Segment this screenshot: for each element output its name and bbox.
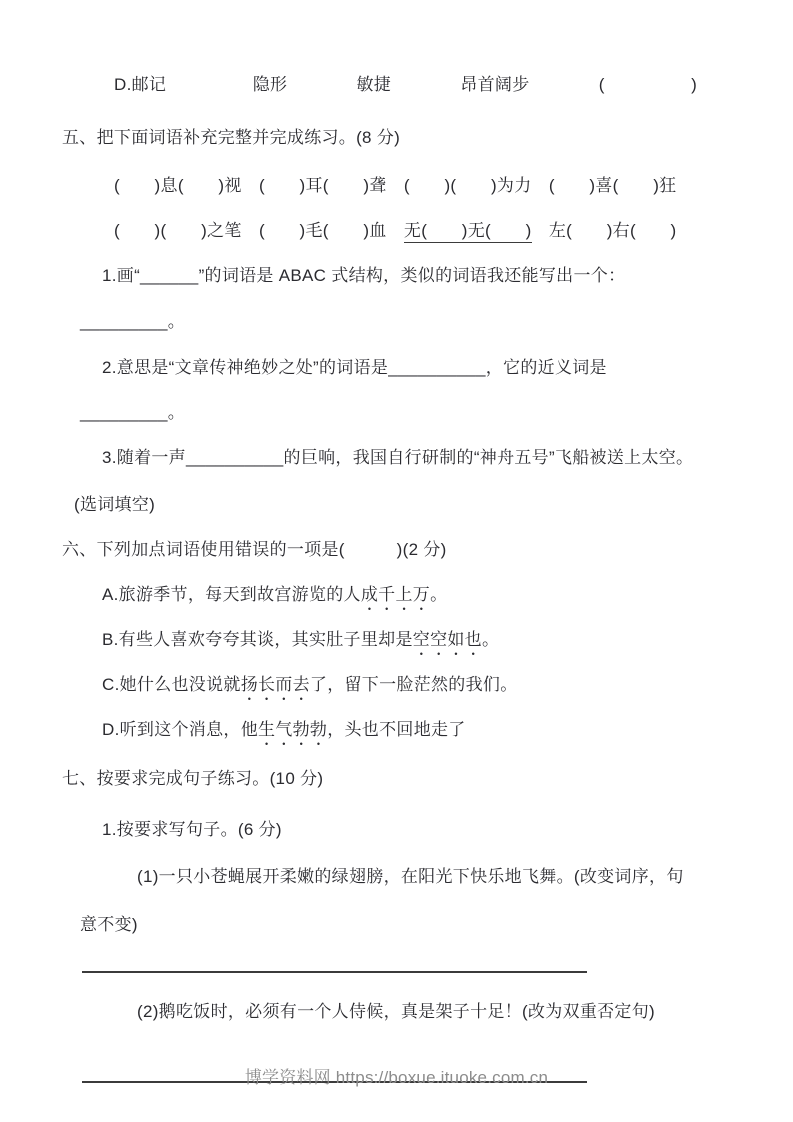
q7-1-1-line2 <box>80 902 753 947</box>
emphasized-word: 生气勃勃 <box>258 720 328 739</box>
section-5-header <box>62 115 753 160</box>
underlined-blank: 无( )无( ) <box>404 221 532 243</box>
footer-watermark <box>0 1067 793 1089</box>
idiom-row-1 <box>114 163 753 208</box>
q5-2 <box>102 345 753 390</box>
text-segment: 。 <box>430 585 448 604</box>
text-segment: (选词填空) <box>74 495 156 514</box>
q7-1-2 <box>137 989 753 1034</box>
footer-site-link[interactable]: 博学资料网 https://boxue.ituoke.com.cn <box>244 1068 549 1087</box>
exam-body <box>62 62 753 1083</box>
text-segment: 左( )右( ) <box>531 221 677 240</box>
q5-1-blank <box>80 299 753 344</box>
text-segment: 七、按要求完成句子练习。(10 分) <box>62 769 324 788</box>
answer-rule <box>82 947 587 973</box>
text-segment: 1.画“______”的词语是 ABAC 式结构，类似的词语我还能写出一个： <box>102 266 626 285</box>
text-segment: C.她什么也没说就 <box>102 675 241 694</box>
text-segment: _________。 <box>80 403 186 422</box>
text-segment: D.听到这个消息，他 <box>102 720 258 739</box>
text-segment: ( )息( )视 ( )耳( )聋 ( )( )为力 ( )喜( )狂 <box>114 176 677 195</box>
text-segment: D.邮记 隐形 敏捷 昂首阔步 ( ) <box>114 75 698 94</box>
text-segment: 3.随着一声__________的巨响，我国自行研制的“神舟五号”飞船被送上太空。 <box>102 448 694 467</box>
text-segment: ，头也不回地走了 <box>327 720 466 739</box>
text-segment: 六、下列加点词语使用错误的一项是( )(2 分) <box>62 540 447 559</box>
q7-1-1-answer-line <box>82 947 753 973</box>
q5-1 <box>102 253 753 298</box>
text-segment: 2.意思是“文章传神绝妙之处”的词语是__________，它的近义词是 <box>102 358 607 377</box>
q6-option-b <box>102 617 753 662</box>
text-segment: _________。 <box>80 312 186 331</box>
text-segment: 1.按要求写句子。(6 分) <box>102 820 282 839</box>
text-segment: 意不变) <box>80 915 138 934</box>
q6-option-d <box>102 707 753 752</box>
q5-3-note <box>74 482 753 527</box>
text-segment: 。 <box>481 630 500 649</box>
q7-1-1-line1 <box>137 854 753 899</box>
q5-3 <box>102 435 753 480</box>
emphasized-word: 成千上万 <box>360 585 431 604</box>
text-segment: ( )( )之笔 ( )毛( )血 <box>114 221 404 240</box>
q5-2-blank <box>80 390 753 435</box>
text-segment: 了，留下一脸茫然的我们。 <box>309 675 518 694</box>
q6-option-a <box>102 572 753 617</box>
section-6-header <box>62 527 753 572</box>
emphasized-word: 空空如也 <box>412 630 482 649</box>
q6-option-c <box>102 662 753 707</box>
section-7-header <box>62 756 753 801</box>
text-segment: (2)鹅吃饭时，必须有一个人侍候，真是架子十足！(改为双重否定句) <box>137 1002 655 1021</box>
idiom-row-2 <box>114 208 753 253</box>
emphasized-word: 扬长而去 <box>240 675 310 694</box>
text-segment: (1)一只小苍蝇展开柔嫩的绿翅膀，在阳光下快乐地飞舞。(改变词序，句 <box>137 867 684 886</box>
text-segment: A.旅游季节，每天到故宫游览的人 <box>102 585 361 604</box>
text-segment: B.有些人喜欢夸夸其谈，其实肚子里却是 <box>102 630 413 649</box>
text-segment: 五、把下面词语补充完整并完成练习。(8 分) <box>62 128 401 147</box>
q4-option-d-row <box>114 62 753 107</box>
q7-1 <box>102 807 753 852</box>
